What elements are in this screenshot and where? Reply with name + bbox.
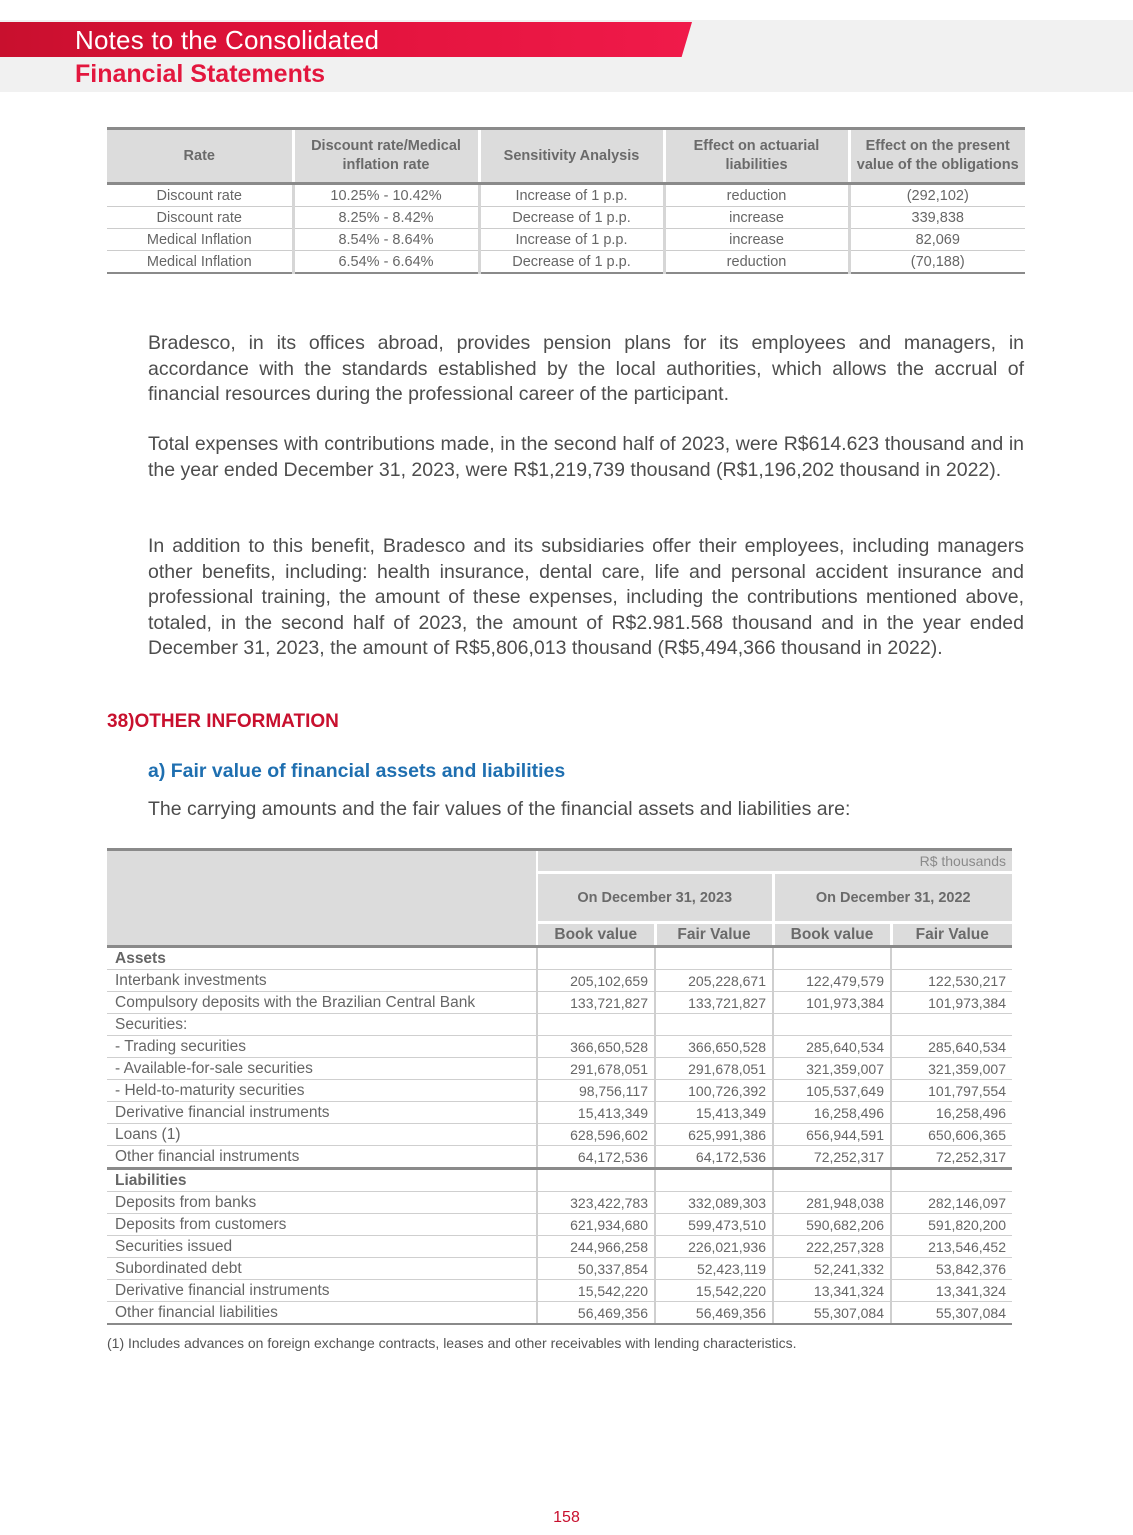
empty-cell [891, 947, 1012, 970]
period-2022-header: On December 31, 2022 [773, 873, 1012, 923]
sensitivity-header-row [107, 129, 1025, 184]
table-row [107, 251, 1025, 274]
table-cell: increase [664, 207, 849, 229]
empty-cell [537, 1169, 655, 1192]
fair-value-header: Fair Value [891, 923, 1012, 947]
row-label: Deposits from customers [107, 1214, 537, 1236]
header-cell: Effect on the present value of the obligations [849, 129, 1025, 184]
value-cell: 133,721,827 [537, 992, 655, 1014]
table-cell: increase [664, 229, 849, 251]
row-label: Compulsory deposits with the Brazilian Central Bank [107, 992, 537, 1014]
header-cell: Effect on actuarial liabilities [664, 129, 849, 184]
value-cell: 321,359,007 [891, 1058, 1012, 1080]
value-cell: 281,948,038 [773, 1192, 891, 1214]
header-title-line1: Notes to the Consolidated [75, 25, 380, 55]
row-label: Securities issued [107, 1236, 537, 1258]
footnote: (1) Includes advances on foreign exchange contracts, leases and other receivables with lending characteristics. [107, 1335, 797, 1351]
table-row [107, 1036, 1012, 1058]
unit-label: R$ thousands [537, 850, 1012, 873]
table-row [107, 1192, 1012, 1214]
fair-value-header: Fair Value [655, 923, 773, 947]
table-cell: Discount rate [107, 184, 293, 207]
value-cell: 122,479,579 [773, 970, 891, 992]
value-cell: 222,257,328 [773, 1236, 891, 1258]
table-cell: Medical Inflation [107, 251, 293, 274]
row-label: Deposits from banks [107, 1192, 537, 1214]
row-label: Derivative financial instruments [107, 1280, 537, 1302]
value-cell: 321,359,007 [773, 1058, 891, 1080]
value-cell: 599,473,510 [655, 1214, 773, 1236]
header-title-line2: Financial Statements [75, 60, 326, 88]
table-corner [107, 850, 537, 947]
group-row [107, 1169, 1012, 1192]
group-label: Liabilities [107, 1169, 537, 1192]
value-cell: 98,756,117 [537, 1080, 655, 1102]
row-label: Subordinated debt [107, 1258, 537, 1280]
table-cell: 8.54% - 8.64% [293, 229, 479, 251]
row-label: Derivative financial instruments [107, 1102, 537, 1124]
value-cell: 366,650,528 [537, 1036, 655, 1058]
table-row [107, 184, 1025, 207]
value-cell: 101,973,384 [891, 992, 1012, 1014]
group-row [107, 947, 1012, 970]
value-cell: 621,934,680 [537, 1214, 655, 1236]
section-title: 38)OTHER INFORMATION [107, 711, 339, 732]
value-cell: 13,341,324 [891, 1280, 1012, 1302]
table-row [107, 992, 1012, 1014]
table-row [107, 1102, 1012, 1124]
value-cell: 625,991,386 [655, 1124, 773, 1146]
table-cell: Medical Inflation [107, 229, 293, 251]
value-cell: 15,542,220 [537, 1280, 655, 1302]
value-cell: 16,258,496 [773, 1102, 891, 1124]
empty-cell [655, 1169, 773, 1192]
value-cell: 105,537,649 [773, 1080, 891, 1102]
empty-cell [891, 1169, 1012, 1192]
table-cell: (70,188) [849, 251, 1025, 274]
book-value-header: Book value [773, 923, 891, 947]
value-cell: 285,640,534 [773, 1036, 891, 1058]
header-cell: Discount rate/Medical inflation rate [293, 129, 479, 184]
table-row [107, 1280, 1012, 1302]
value-cell [655, 1014, 773, 1036]
value-cell: 100,726,392 [655, 1080, 773, 1102]
table-cell: 82,069 [849, 229, 1025, 251]
value-cell: 101,973,384 [773, 992, 891, 1014]
table-cell: reduction [664, 251, 849, 274]
paragraph-pension-plans: Bradesco, in its offices abroad, provides pension plans for its employees and managers, in accordance with the standards established by the local authorities, which allows the accrual of financial resources during the professional career of the participant. [148, 332, 1024, 405]
table-cell: 8.25% - 8.42% [293, 207, 479, 229]
value-cell: 244,966,258 [537, 1236, 655, 1258]
row-label: Loans (1) [107, 1124, 537, 1146]
value-cell: 55,307,084 [773, 1302, 891, 1325]
table-row [107, 970, 1012, 992]
empty-cell [537, 947, 655, 970]
row-label: - Trading securities [107, 1036, 537, 1058]
value-cell: 590,682,206 [773, 1214, 891, 1236]
table-row [107, 1080, 1012, 1102]
table-cell: Discount rate [107, 207, 293, 229]
value-cell: 291,678,051 [537, 1058, 655, 1080]
table-row [107, 1124, 1012, 1146]
row-label: Other financial instruments [107, 1146, 537, 1169]
paragraph-contributions: Total expenses with contributions made, in the second half of 2023, were R$614.623 thousand and in the year ended December 31, 2023, were R$1,219,739 thousand (R$1,196,202 thousand in 2022). [148, 433, 1024, 481]
value-cell: 16,258,496 [891, 1102, 1012, 1124]
value-cell: 323,422,783 [537, 1192, 655, 1214]
row-label: Interbank investments [107, 970, 537, 992]
table-row [107, 1214, 1012, 1236]
value-cell: 628,596,602 [537, 1124, 655, 1146]
table-cell: Increase of 1 p.p. [479, 229, 664, 251]
value-cell: 133,721,827 [655, 992, 773, 1014]
row-label: Securities: [107, 1014, 537, 1036]
value-cell: 15,413,349 [537, 1102, 655, 1124]
value-cell: 291,678,051 [655, 1058, 773, 1080]
value-cell [537, 1014, 655, 1036]
group-label: Assets [107, 947, 537, 970]
value-cell: 101,797,554 [891, 1080, 1012, 1102]
empty-cell [773, 1169, 891, 1192]
value-cell: 50,337,854 [537, 1258, 655, 1280]
value-cell: 52,423,119 [655, 1258, 773, 1280]
value-cell: 64,172,536 [537, 1146, 655, 1169]
value-cell: 282,146,097 [891, 1192, 1012, 1214]
book-value-header: Book value [537, 923, 655, 947]
table-row [107, 1236, 1012, 1258]
row-label: Other financial liabilities [107, 1302, 537, 1325]
value-cell: 15,542,220 [655, 1280, 773, 1302]
paragraph-other-benefits: In addition to this benefit, Bradesco and its subsidiaries offer their employees, including managers other benefits, including: health insurance, dental care, life and personal accident insurance and professional training, the amount of these expenses, including the contributions mentioned above, totaled, in the second half of 2023, the amount of R$2.981.568 thousand and in the year ended December 31, 2023, the amount of R$5,806,013 thousand (R$5,494,366 thousand in 2022). [148, 535, 1024, 659]
table-cell: Decrease of 1 p.p. [479, 251, 664, 274]
empty-cell [655, 947, 773, 970]
value-cell: 15,413,349 [655, 1102, 773, 1124]
subsection-title: a) Fair value of financial assets and liabilities [148, 760, 566, 782]
value-cell: 56,469,356 [655, 1302, 773, 1325]
sensitivity-table [107, 127, 1025, 274]
value-cell: 366,650,528 [655, 1036, 773, 1058]
row-label: - Available-for-sale securities [107, 1058, 537, 1080]
value-cell: 656,944,591 [773, 1124, 891, 1146]
value-cell: 13,341,324 [773, 1280, 891, 1302]
table-cell: Increase of 1 p.p. [479, 184, 664, 207]
period-2023-header: On December 31, 2023 [537, 873, 773, 923]
table-cell: reduction [664, 184, 849, 207]
table-cell: 339,838 [849, 207, 1025, 229]
table-cell: Decrease of 1 p.p. [479, 207, 664, 229]
value-cell: 64,172,536 [655, 1146, 773, 1169]
table-cell: 10.25% - 10.42% [293, 184, 479, 207]
value-cell: 72,252,317 [891, 1146, 1012, 1169]
value-cell: 650,606,365 [891, 1124, 1012, 1146]
table-row [107, 1258, 1012, 1280]
table-row [107, 1146, 1012, 1169]
header-cell: Sensitivity Analysis [479, 129, 664, 184]
table-row [107, 1302, 1012, 1325]
table-cell: (292,102) [849, 184, 1025, 207]
table-row [107, 1014, 1012, 1036]
table-row [107, 1058, 1012, 1080]
table-row [107, 229, 1025, 251]
empty-cell [773, 947, 891, 970]
table-row [107, 207, 1025, 229]
value-cell: 205,228,671 [655, 970, 773, 992]
value-cell [773, 1014, 891, 1036]
value-cell [891, 1014, 1012, 1036]
value-cell: 55,307,084 [891, 1302, 1012, 1325]
value-cell: 205,102,659 [537, 970, 655, 992]
fair-value-table [107, 848, 1012, 1325]
value-cell: 56,469,356 [537, 1302, 655, 1325]
table-cell: 6.54% - 6.64% [293, 251, 479, 274]
header-cell: Rate [107, 129, 293, 184]
value-cell: 72,252,317 [773, 1146, 891, 1169]
value-cell: 285,640,534 [891, 1036, 1012, 1058]
section-intro: The carrying amounts and the fair values of the financial assets and liabilities are: [148, 798, 851, 820]
value-cell: 122,530,217 [891, 970, 1012, 992]
value-cell: 226,021,936 [655, 1236, 773, 1258]
page-number: 158 [553, 1509, 580, 1526]
row-label: - Held-to-maturity securities [107, 1080, 537, 1102]
value-cell: 53,842,376 [891, 1258, 1012, 1280]
value-cell: 52,241,332 [773, 1258, 891, 1280]
value-cell: 213,546,452 [891, 1236, 1012, 1258]
value-cell: 332,089,303 [655, 1192, 773, 1214]
value-cell: 591,820,200 [891, 1214, 1012, 1236]
